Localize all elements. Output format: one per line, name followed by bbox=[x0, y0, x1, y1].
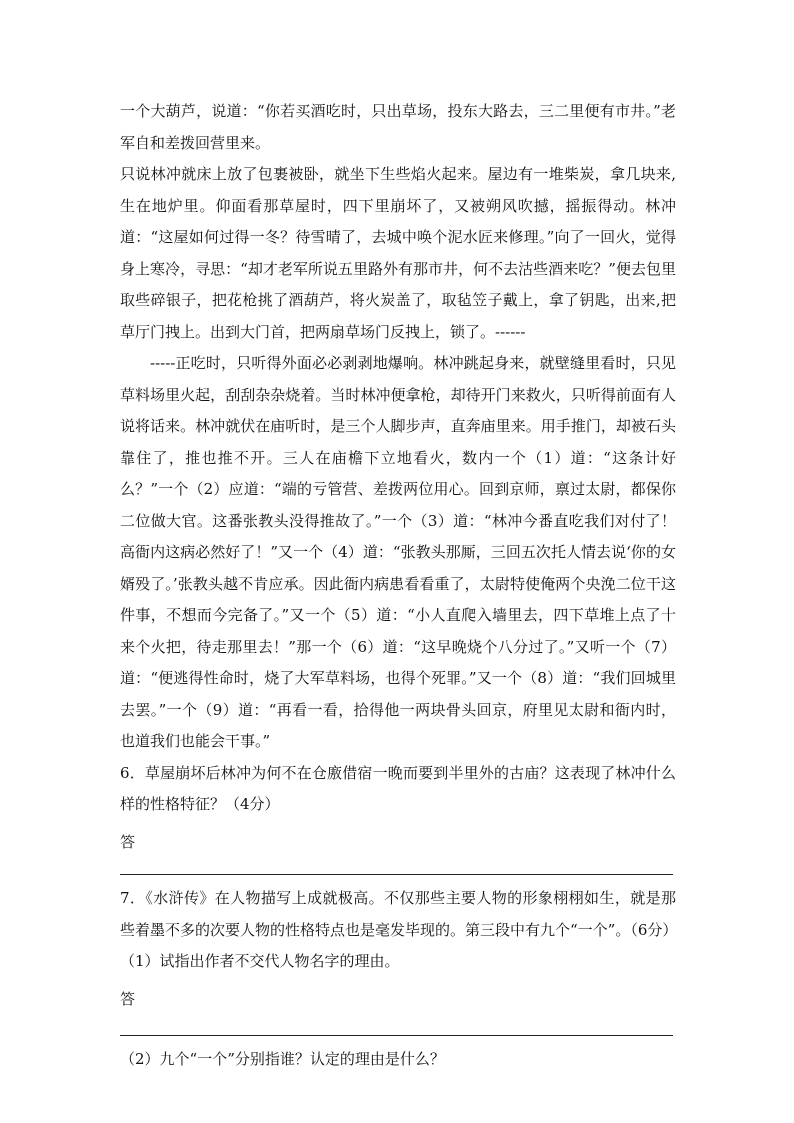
question-7-part-2: （2）九个“一个”分别指谁？认定的理由是什么？ bbox=[120, 1050, 445, 1068]
document-page bbox=[120, 96, 676, 1076]
answer-label-q7-1: 答 bbox=[120, 989, 136, 1008]
question-7: 7．《水浒传》在人物描写上成就极高。不仅那些主要人物的形象栩栩如生，就是那些着墨不多的次要人物的性格特点也是毫发毕现的。第三段中有九个“一个”。（6分） bbox=[120, 889, 678, 939]
passage-paragraph-2: 只说林冲就床上放了包裹被卧，就坐下生些焰火起来。屋边有一堆柴炭，拿几块来,生在地炉里。仰面看那草屋时，四下里崩坏了，又被朔风吹撼，摇振得动。林冲道：“这屋如何过得一冬？待雪晴了，去城中唤个泥水匠来修理。”向了一回火，觉得身上寒冷，寻思：“却才老军所说五里路外有那市井，何不去沽些酒来吃？”便去包里取些碎银子，把花枪挑了酒葫芦，将火炭盖了，取毡笠子戴上，拿了钥匙，出来,把草厅门拽上。出到大门首，把两扇草场门反拽上，锁了。------ bbox=[120, 165, 676, 341]
answer-label-q6: 答 bbox=[120, 832, 136, 851]
question-7-part-1: （1）试指出作者不交代人物名字的理由。 bbox=[120, 952, 400, 970]
answer-line-q6[interactable] bbox=[120, 874, 673, 875]
answer-line-q7-1[interactable] bbox=[120, 1035, 673, 1036]
passage-paragraph-1: 一个大葫芦，说道：“你若买酒吃时，只出草场，投东大路去，三二里便有市井。”老军自和差拨回营里来。 bbox=[120, 102, 676, 152]
question-6: 6．草屋崩坏后林冲为何不在仓廒借宿一晚而要到半里外的古庙？这表现了林冲什么样的性格特征？（4分） bbox=[120, 763, 676, 813]
passage-paragraph-3: -----正吃时，只听得外面必必剥剥地爆响。林冲跳起身来，就壁缝里看时，只见草料场里火起，刮刮杂杂烧着。当时林冲便拿枪，却待开门来救火，只听得前面有人说将话来。林冲就伏在庙听时，是三个人脚步声，直奔庙里来。用手推门，却被石头靠住了，推也推不开。三人在庙檐下立地看火，数内一个（1）道：“这条计好么？”一个（2）应道：“端的亏管营、差拨两位用心。回到京师，禀过太尉，都保你二位做大官。这番张教头没得推故了。”一个（3）道：“林冲今番直吃我们对付了！高衙内这病必然好了！”又一个（4）道：“张教头那厮，三回五次托人情去说‘你的女婿殁了。’张教头越不肯应承。因此衙内病患看看重了，太尉特使俺两个央浼二位干这件事，不想而今完备了。”又一个（5）道：“小人直爬入墙里去，四下草堆上点了十来个火把，待走那里去！”那一个（6）道：“这早晚烧个八分过了。”又听一个（7）道：“便逃得性命时，烧了大军草料场，也得个死罪。”又一个（8）道：“我们回城里去罢。”一个（9）道：“再看一看，拾得他一两块骨头回京，府里见太尉和衙内时，也道我们也能会干事。” bbox=[120, 354, 676, 750]
